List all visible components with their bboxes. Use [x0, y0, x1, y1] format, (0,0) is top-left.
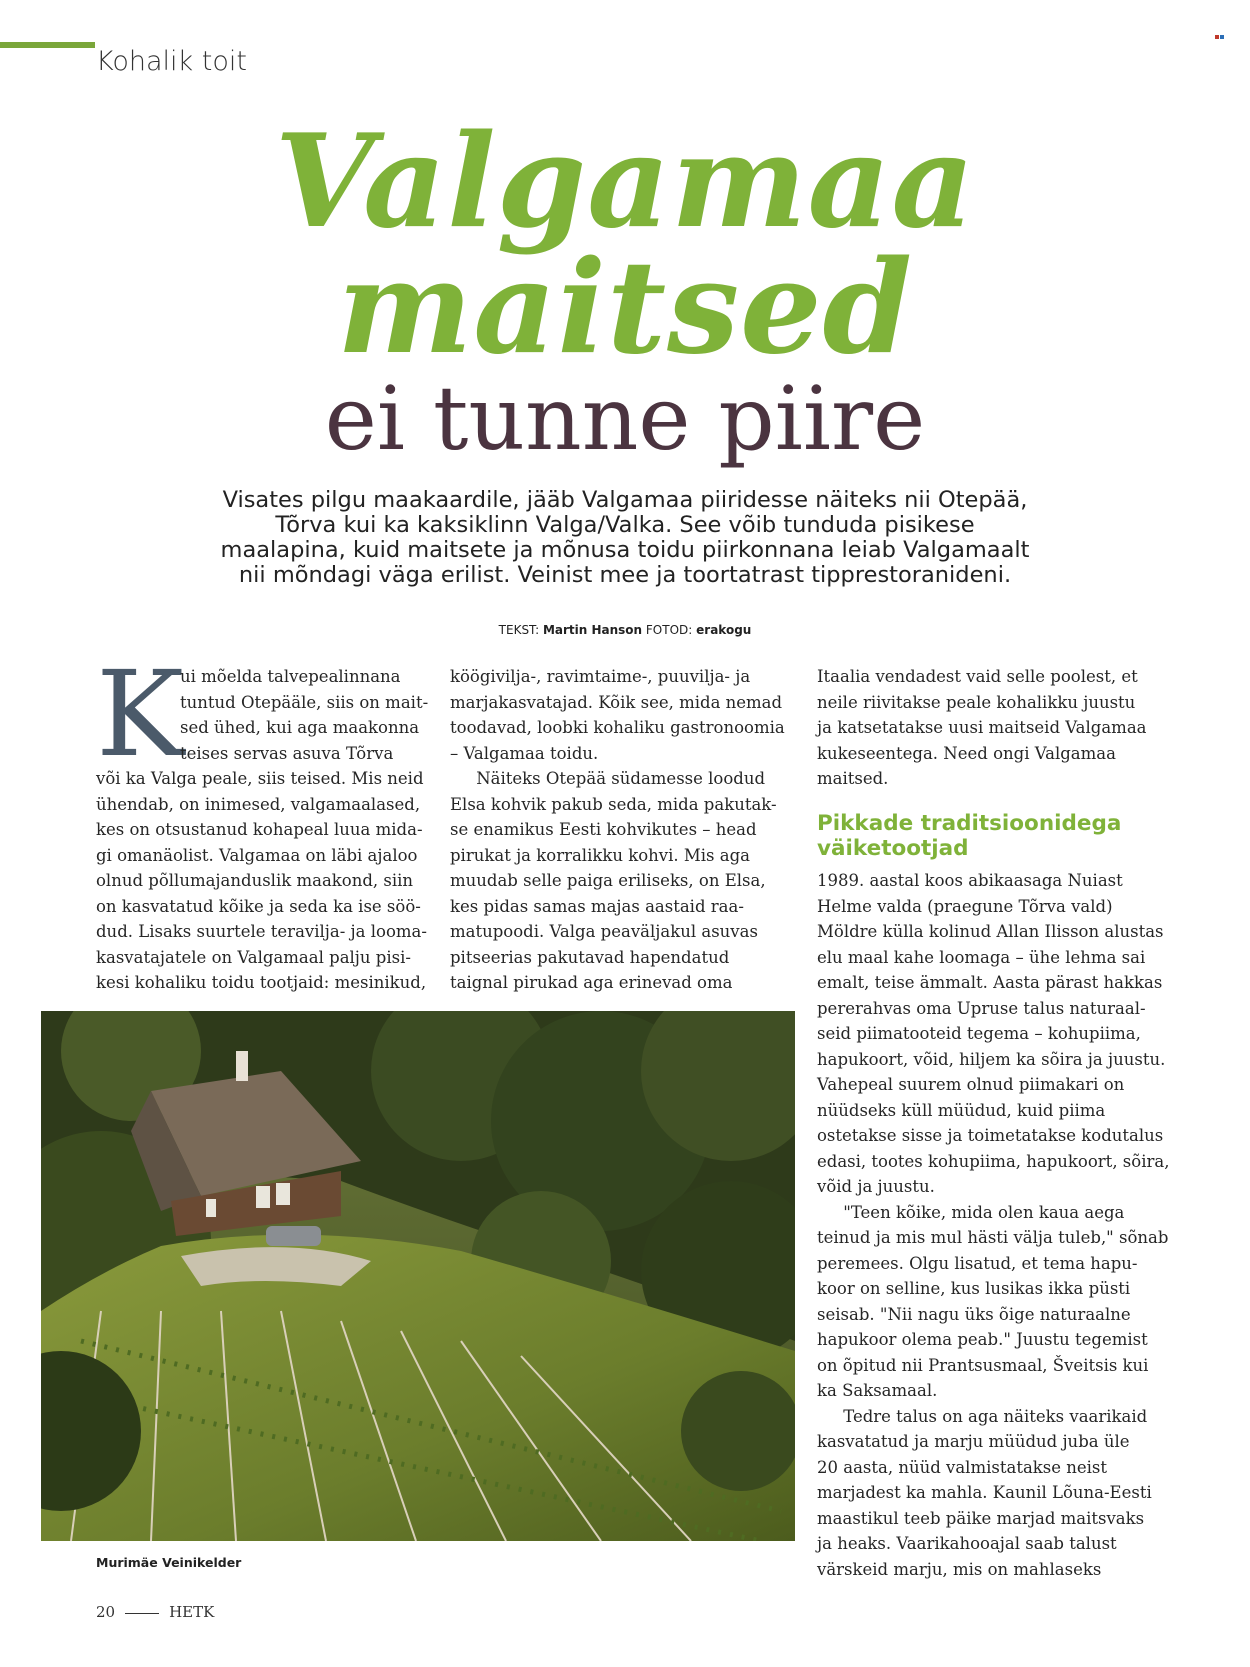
photo-credit-author: erakogu: [696, 623, 752, 637]
text-line: võid ja juustu.: [817, 1177, 935, 1196]
publisher-mark-icon: [1215, 32, 1225, 42]
lead-paragraph: [170, 488, 1080, 588]
lead-line: nii mõndagi väga erilist. Veinist mee ja toortatrast tipprestoranideni.: [238, 562, 1012, 588]
text-line: kes on otsustanud kohapeal luua mida-: [96, 820, 423, 839]
subheading: [817, 811, 1157, 861]
article-column-1: [96, 645, 429, 996]
text-credit-label: TEKST:: [498, 623, 540, 637]
text-line: seisab. "Nii nagu üks õige naturaalne: [817, 1304, 1131, 1324]
text-line: ja heaks. Vaarikahooajal saab talust: [817, 1534, 1117, 1553]
section-label: Kohalik toit: [96, 46, 247, 77]
text-line: kasvatatud ja marju müüdud juba üle: [817, 1432, 1130, 1451]
headline-line-2: maitsed: [336, 233, 914, 383]
article-column-3: [817, 664, 1157, 792]
text-line: ui mõelda talvepealinnana: [180, 667, 401, 686]
text-line: Näiteks Otepää südamesse loodud: [450, 769, 766, 788]
text-line: toodavad, loobki kohaliku gastronoomia: [450, 718, 785, 737]
subheading-line: Pikkade traditsioonidega: [817, 811, 1122, 836]
text-line: gi omanäolist. Valgamaa on läbi ajaloo: [96, 845, 418, 865]
text-line: pererahvas oma Upruse talus naturaal-: [817, 998, 1146, 1018]
text-line: tuntud Otepääle, siis on mait-: [180, 692, 429, 712]
text-line: teises servas asuva Tõrva: [180, 743, 394, 763]
text-line: maitsed.: [817, 769, 889, 788]
magazine-name: HETK: [169, 1603, 215, 1621]
lead-line: Visates pilgu maakaardile, jääb Valgamaa piiridesse näiteks nii Otepää,: [222, 487, 1028, 513]
text-line: hapukoort, võid, hiljem ka sõira ja juustu.: [817, 1049, 1166, 1069]
text-line: maastikul teeb päike marjad maitsvaks: [817, 1508, 1145, 1528]
text-line: olnud põllumajanduslik maakond, siin: [96, 871, 414, 890]
page-number: 20: [96, 1603, 116, 1621]
lead-line: maalapina, kuid maitsete ja mõnusa toidu piirkonnana leiab Valgamaalt: [220, 537, 1030, 563]
text-line: pirukat ja korralikku kohvi. Mis aga: [450, 845, 750, 865]
page-footer: [96, 1603, 214, 1621]
text-line: koor on selline, kus lusikas ikka püsti: [817, 1279, 1131, 1298]
text-line: Elsa kohvik pakub seda, mida pakutak-: [450, 794, 777, 814]
text-line: matupoodi. Valga peaväljakul asuvas: [450, 922, 758, 941]
text-line: Vahepeal suurem olnud piimakari on: [817, 1075, 1125, 1094]
text-line: on õpitud nii Prantsusmaal, Šveitsis kui: [817, 1355, 1149, 1375]
text-line: nüüdseks küll müüdud, kuid piima: [817, 1100, 1106, 1120]
text-credit-author: Martin Hanson: [542, 623, 643, 637]
text-line: peremees. Olgu lisatud, et tema hapu-: [817, 1253, 1138, 1273]
text-line: Tedre talus on aga näiteks vaarikaid: [817, 1406, 1148, 1426]
text-line: Itaalia vendadest vaid selle poolest, et: [817, 667, 1138, 686]
headline-line-1: Valgamaa: [274, 107, 976, 257]
byline: [0, 623, 1250, 637]
text-line: kesi kohaliku toidu tootjaid: mesinikud,: [96, 973, 427, 992]
text-line: muudab selle paiga eriliseks, on Elsa,: [450, 871, 766, 890]
text-line: Möldre külla kolinud Allan Ilisson alustas: [817, 922, 1164, 941]
text-line: dud. Lisaks suurtele teravilja- ja looma-: [96, 922, 427, 941]
photo-caption: Murimäe Veinikelder: [96, 1555, 242, 1570]
article-column-2: [450, 664, 785, 996]
text-line: pitseerias pakutavad hapendatud: [450, 947, 730, 967]
text-line: 20 aasta, nüüd valmistatakse neist: [817, 1457, 1108, 1477]
text-line: ja katsetatakse uusi maitseid Valgamaa: [817, 718, 1147, 737]
drop-cap: K: [96, 645, 185, 783]
photo-credit-label: FOTOD:: [645, 623, 693, 637]
text-line: se enamikus Eesti kohvikutes – head: [450, 820, 757, 839]
text-line: ostetakse sisse ja toimetatakse kodutalus: [817, 1126, 1164, 1145]
dropcap-indented-lines: [180, 664, 429, 766]
text-line: Helme valda (praegune Tõrva vald): [817, 896, 1113, 916]
text-line: 1989. aastal koos abikaasaga Nuiast: [817, 871, 1123, 890]
text-line: emalt, teise ämmalt. Aasta pärast hakkas: [817, 973, 1163, 992]
text-line: – Valgamaa toidu.: [450, 743, 599, 763]
lead-line: Tõrva kui ka kaksiklinn Valga/Valka. See võib tunduda pisikese: [275, 512, 975, 538]
headline-line-3: ei tunne piire: [324, 367, 926, 470]
text-line: värskeid marju, mis on mahlaseks: [817, 1559, 1102, 1579]
text-line: teinud ja mis mul hästi välja tuleb," sõnab: [817, 1228, 1169, 1247]
subheading-line: väiketootjad: [817, 836, 969, 861]
text-line: taignal pirukad aga erinevad oma: [450, 973, 733, 992]
text-line: elu maal kahe loomaga – ühe lehma sai: [817, 947, 1146, 967]
vineyard-illustration: [41, 1011, 795, 1541]
text-line: või ka Valga peale, siis teised. Mis neid: [96, 769, 424, 788]
text-line: seid piimatooteid tegema – kohupiima,: [817, 1024, 1141, 1043]
footer-divider: [125, 1613, 159, 1614]
text-line: on kasvatatud kõike ja seda ka ise söö-: [96, 896, 421, 916]
text-line: marjakasvatajad. Kõik see, mida nemad: [450, 692, 783, 712]
section-accent-bar: [0, 42, 95, 48]
text-line: edasi, tootes kohupiima, hapukoort, sõira,: [817, 1151, 1170, 1171]
vineyard-photo: [41, 1011, 795, 1541]
text-line: kukeseentega. Need ongi Valgamaa: [817, 743, 1116, 763]
text-line: neile riivitakse peale kohalikku juustu: [817, 692, 1136, 712]
text-line: ühendab, on inimesed, valgamaalased,: [96, 794, 421, 814]
text-line: köögivilja-, ravimtaime-, puuvilja- ja: [450, 667, 751, 686]
text-line: kes pidas samas majas aastaid raa-: [450, 896, 744, 916]
text-line: hapukoor olema peab." Juustu tegemist: [817, 1330, 1148, 1349]
text-line: "Teen kõike, mida olen kaua aega: [817, 1202, 1125, 1222]
text-line: marjadest ka mahla. Kaunil Lõuna-Eesti: [817, 1483, 1152, 1502]
article-column-3-continued: [817, 868, 1170, 1582]
text-line: sed ühed, kui aga maakonna: [180, 718, 420, 737]
text-line: ka Saksamaal.: [817, 1381, 938, 1400]
text-line: kasvatajatele on Valgamaal palju pisi-: [96, 947, 411, 967]
